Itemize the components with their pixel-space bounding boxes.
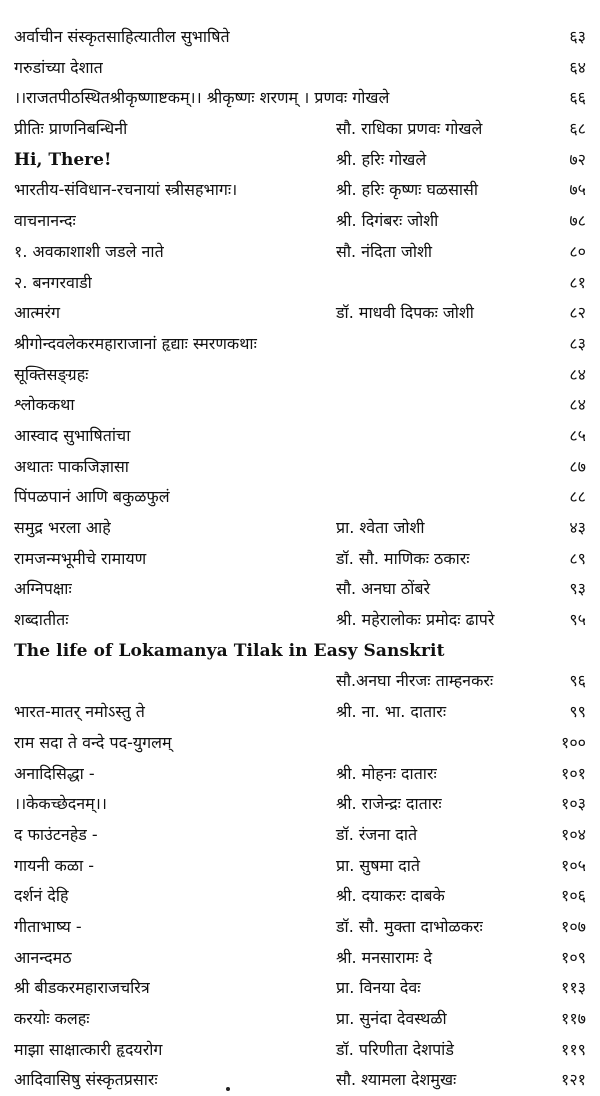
- entry-author: डॉ. परिणीता देशपांडे: [336, 1039, 454, 1059]
- entry-page-number: ८२: [569, 303, 586, 323]
- entry-page-number: ६६: [569, 88, 586, 108]
- toc-entry: [0, 1065, 600, 1096]
- entry-page-number: ८४: [569, 395, 586, 415]
- toc-entry: [0, 943, 600, 974]
- entry-page-number: १०७: [561, 916, 586, 936]
- entry-page-number: १०५: [561, 855, 586, 875]
- entry-page-number: १००: [561, 732, 586, 752]
- entry-author: डॉ. माधवी दिपकः जोशी: [336, 303, 474, 323]
- toc-entry: [0, 53, 600, 84]
- entry-page-number: ९३: [569, 579, 586, 599]
- entry-page-number: ८९: [569, 548, 586, 568]
- entry-page-number: ९५: [569, 610, 586, 630]
- entry-title: अग्निपक्षाः: [14, 579, 72, 599]
- entry-title: अनादिसिद्धा -: [14, 763, 95, 783]
- entry-title: अर्वाचीन संस्कृतसाहित्यातील सुभाषिते: [14, 27, 230, 46]
- entry-title: भारत-मातर् नमोऽस्तु ते: [14, 702, 145, 722]
- entry-author: श्री. मोहनः दातारः: [336, 763, 437, 783]
- entry-title: ।।राजतपीठस्थितश्रीकृष्णाष्टकम्।। श्रीकृष्णः शरणम् । प्रणवः गोखले: [14, 88, 390, 108]
- entry-title: भारतीय-संविधान-रचनायां स्त्रीसहभागः।: [14, 180, 238, 200]
- toc-entry: [0, 1004, 600, 1035]
- toc-entry: [0, 605, 600, 636]
- entry-title: ।।केकच्छेदनम्।।: [14, 794, 107, 814]
- entry-page-number: ८३: [569, 333, 586, 353]
- entry-author: सौ. नंदिता जोशी: [336, 241, 433, 261]
- entry-page-number: ६४: [569, 57, 586, 77]
- entry-title: श्लोककथा: [14, 395, 75, 415]
- entry-author: डॉ. सौ. माणिकः ठकारः: [336, 548, 470, 568]
- entry-page-number: १०४: [561, 824, 586, 844]
- toc-entry: [0, 574, 600, 605]
- toc-entry: [0, 973, 600, 1004]
- toc-entry: [0, 1035, 600, 1066]
- toc-entry: [0, 145, 600, 176]
- entry-title: आनन्दमठ: [14, 947, 72, 967]
- toc-entry: [0, 421, 600, 452]
- table-of-contents: [0, 22, 600, 1096]
- entry-author: डॉ. रंजना दाते: [336, 824, 418, 844]
- toc-entry: [0, 851, 600, 882]
- entry-page-number: ८०: [569, 241, 586, 261]
- entry-author: श्री. महेरालोकः प्रमोदः ढापरे: [336, 610, 495, 630]
- entry-title: १. अवकाशाशी जडले नाते: [14, 241, 164, 261]
- entry-author: सौ. राधिका प्रणवः गोखले: [336, 119, 483, 139]
- toc-entry: [0, 360, 600, 391]
- entry-title: आस्वाद सुभाषितांचा: [14, 425, 131, 445]
- entry-author: श्री. ना. भा. दातारः: [336, 702, 447, 722]
- entry-title: श्री बीडकरमहाराजचरित्र: [14, 978, 150, 998]
- entry-author: प्रा. श्वेता जोशी: [336, 518, 425, 537]
- toc-entry: [0, 22, 600, 53]
- entry-author: श्री. राजेन्द्रः दातारः: [336, 794, 442, 814]
- entry-title: रामजन्मभूमीचे रामायण: [14, 548, 147, 568]
- entry-page-number: ९६: [569, 671, 586, 691]
- entry-page-number: ११७: [561, 1009, 586, 1028]
- toc-entry: [0, 728, 600, 759]
- toc-entry: [0, 666, 600, 697]
- entry-page-number: १०६: [561, 886, 586, 906]
- entry-page-number: ७८: [569, 211, 586, 231]
- page-mark-dot: [226, 1087, 230, 1091]
- entry-title: गायनी कळा -: [14, 855, 94, 875]
- entry-page-number: १०९: [561, 947, 586, 967]
- toc-entry: [0, 390, 600, 421]
- toc-entry: [0, 513, 600, 544]
- entry-page-number: ७२: [569, 149, 586, 169]
- entry-title: Hi, There!: [14, 149, 112, 170]
- entry-page-number: ८४: [569, 364, 586, 384]
- entry-page-number: १०३: [561, 794, 586, 814]
- entry-page-number: ६८: [569, 119, 586, 139]
- toc-entry: [0, 881, 600, 912]
- entry-page-number: ११३: [561, 978, 586, 998]
- entry-author: प्रा. विनया देवः: [336, 978, 421, 998]
- entry-title: वाचनानन्दः: [14, 211, 76, 231]
- toc-entry: [0, 820, 600, 851]
- entry-page-number: ८७: [569, 456, 586, 476]
- entry-page-number: ९९: [569, 702, 586, 722]
- entry-author: सौ. अनघा ठोंबरे: [336, 579, 431, 599]
- toc-entry: [0, 298, 600, 329]
- toc-entry: [0, 175, 600, 206]
- entry-title: समुद्र भरला आहे: [14, 518, 111, 537]
- entry-title: सूक्तिसङ्ग्रहः: [14, 364, 89, 384]
- toc-entry: [0, 268, 600, 299]
- entry-title: राम सदा ते वन्दे पद-युगलम्: [14, 732, 172, 752]
- toc-entry: [0, 759, 600, 790]
- entry-page-number: ७५: [569, 180, 586, 200]
- entry-author: सौ. श्यामला देशमुखः: [336, 1070, 457, 1090]
- entry-page-number: ६३: [569, 27, 586, 46]
- entry-title: द फाउंटनहेड -: [14, 824, 98, 844]
- entry-page-number: ८५: [569, 425, 586, 445]
- entry-title: २. बनगरवाडी: [14, 272, 92, 292]
- entry-page-number: ४३: [569, 518, 586, 537]
- entry-author: प्रा. सुषमा दाते: [336, 855, 421, 875]
- toc-entry: [0, 789, 600, 820]
- entry-author: श्री. दयाकरः दाबके: [336, 886, 445, 906]
- entry-title: करयोः कलहः: [14, 1009, 90, 1028]
- toc-entry: [0, 482, 600, 513]
- toc-entry: [0, 636, 600, 667]
- entry-title: गीताभाष्य -: [14, 916, 82, 936]
- toc-entry: [0, 237, 600, 268]
- entry-title: आदिवासिषु संस्कृतप्रसारः: [14, 1070, 158, 1090]
- entry-page-number: ८१: [569, 272, 586, 292]
- entry-title: पिंपळपानं आणि बकुळफुलं: [14, 487, 170, 507]
- entry-title: माझा साक्षात्कारी हृदयरोग: [14, 1039, 163, 1059]
- entry-title: गरुडांच्या देशात: [14, 57, 103, 77]
- toc-entry: [0, 912, 600, 943]
- entry-title: आत्मरंग: [14, 303, 60, 323]
- entry-title: अथातः पाकजिज्ञासा: [14, 456, 129, 476]
- entry-title: The life of Lokamanya Tilak in Easy Sanskrit: [14, 640, 445, 661]
- entry-title: प्रीतिः प्राणनिबन्धिनी: [14, 119, 128, 139]
- entry-author: श्री. दिगंबरः जोशी: [336, 211, 439, 231]
- toc-entry: [0, 697, 600, 728]
- entry-title: शब्दातीतः: [14, 610, 69, 630]
- entry-author: श्री. हरिः गोखले: [336, 149, 427, 169]
- entry-author: प्रा. सुनंदा देवस्थळी: [336, 1009, 447, 1028]
- entry-page-number: १०१: [561, 763, 586, 783]
- entry-title: दर्शनं देहि: [14, 886, 69, 906]
- entry-page-number: ११९: [561, 1039, 586, 1059]
- entry-page-number: १२१: [561, 1070, 586, 1090]
- entry-author: श्री. हरिः कृष्णः घळसासी: [336, 180, 479, 200]
- toc-entry: [0, 206, 600, 237]
- toc-entry: [0, 544, 600, 575]
- entry-author: श्री. मनसारामः दे: [336, 947, 433, 967]
- toc-entry: [0, 114, 600, 145]
- entry-author: डॉ. सौ. मुक्ता दाभोळकरः: [336, 916, 483, 936]
- entry-author: सौ.अनघा नीरजः ताम्हनकरः: [336, 671, 494, 691]
- toc-entry: [0, 329, 600, 360]
- toc-entry: [0, 452, 600, 483]
- toc-entry: [0, 83, 600, 114]
- entry-page-number: ८८: [569, 487, 586, 507]
- entry-title: श्रीगोन्दवलेकरमहाराजानां हृद्याः स्मरणकथाः: [14, 333, 257, 353]
